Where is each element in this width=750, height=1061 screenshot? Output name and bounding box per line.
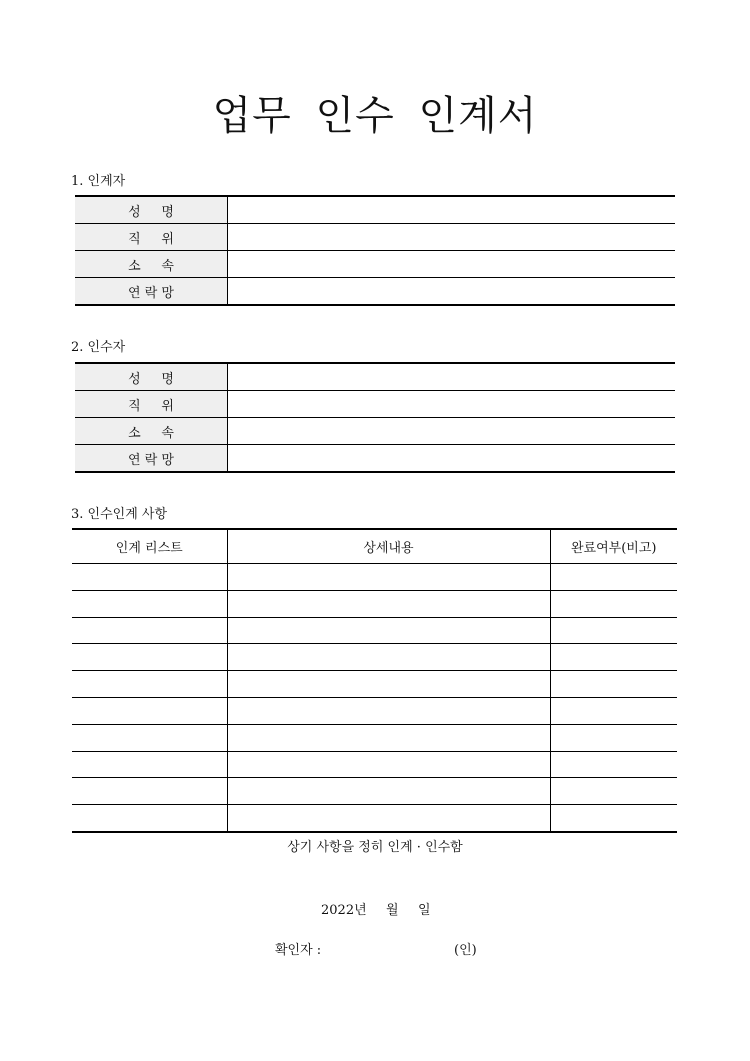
- label-department: 소 속: [75, 251, 228, 278]
- table-row: [75, 224, 675, 251]
- table-row: [75, 196, 675, 224]
- cell-list[interactable]: [72, 697, 227, 724]
- table-row: [72, 590, 677, 617]
- table-row: [72, 697, 677, 724]
- value-name[interactable]: [228, 363, 676, 391]
- cell-list[interactable]: [72, 590, 227, 617]
- cell-list[interactable]: [72, 671, 227, 698]
- column-header-status: 완료여부(비고): [550, 529, 677, 564]
- date-year: 2022년: [321, 903, 367, 918]
- cell-list[interactable]: [72, 617, 227, 644]
- cell-list[interactable]: [72, 564, 227, 591]
- cell-status[interactable]: [550, 590, 677, 617]
- cell-details[interactable]: [227, 671, 550, 698]
- date-month: 월: [386, 903, 399, 918]
- value-position[interactable]: [228, 391, 676, 418]
- cell-status[interactable]: [550, 805, 677, 832]
- cell-status[interactable]: [550, 724, 677, 751]
- section-handover-heading: 1. 인계자: [71, 174, 126, 189]
- cell-details[interactable]: [227, 564, 550, 591]
- cell-status[interactable]: [550, 697, 677, 724]
- label-contact: 연 락 망: [75, 445, 228, 473]
- cell-details[interactable]: [227, 778, 550, 805]
- cell-status[interactable]: [550, 644, 677, 671]
- section-receiver-heading: 2. 인수자: [71, 340, 126, 355]
- cell-list[interactable]: [72, 644, 227, 671]
- confirmer-label: 확인자 :: [275, 943, 322, 958]
- table-row: [72, 617, 677, 644]
- date-day: 일: [418, 903, 431, 918]
- table-row: [72, 671, 677, 698]
- label-name: 성 명: [75, 363, 228, 391]
- table-row: [72, 724, 677, 751]
- section-handover-items-heading: 3. 인수인계 사항: [71, 507, 168, 522]
- label-contact: 연 락 망: [75, 278, 228, 306]
- cell-details[interactable]: [227, 590, 550, 617]
- cell-list[interactable]: [72, 751, 227, 778]
- table-header-row: [72, 529, 677, 564]
- column-header-details: 상세내용: [227, 529, 550, 564]
- handover-items-table: [72, 528, 677, 833]
- label-department: 소 속: [75, 418, 228, 445]
- table-row: [72, 751, 677, 778]
- seal-mark: (인): [454, 943, 477, 958]
- confirmation-statement: 상기 사항을 정히 인계 · 인수함: [287, 840, 463, 855]
- document-title: 업무 인수 인계서: [212, 93, 538, 139]
- label-position: 직 위: [75, 391, 228, 418]
- handover-person-table: [75, 195, 675, 306]
- label-position: 직 위: [75, 224, 228, 251]
- table-row: [75, 418, 675, 445]
- cell-status[interactable]: [550, 617, 677, 644]
- table-row: [72, 778, 677, 805]
- cell-list[interactable]: [72, 724, 227, 751]
- value-name[interactable]: [228, 196, 676, 224]
- cell-status[interactable]: [550, 671, 677, 698]
- cell-details[interactable]: [227, 644, 550, 671]
- receiver-person-table: [75, 362, 675, 473]
- table-row: [75, 363, 675, 391]
- cell-details[interactable]: [227, 617, 550, 644]
- value-position[interactable]: [228, 224, 676, 251]
- cell-list[interactable]: [72, 805, 227, 832]
- cell-details[interactable]: [227, 805, 550, 832]
- cell-status[interactable]: [550, 751, 677, 778]
- cell-status[interactable]: [550, 564, 677, 591]
- table-row: [72, 564, 677, 591]
- table-row: [72, 644, 677, 671]
- value-contact[interactable]: [228, 445, 676, 473]
- value-department[interactable]: [228, 251, 676, 278]
- cell-details[interactable]: [227, 751, 550, 778]
- column-header-list: 인계 리스트: [72, 529, 227, 564]
- table-row: [75, 278, 675, 306]
- cell-list[interactable]: [72, 778, 227, 805]
- table-row: [75, 445, 675, 473]
- table-row: [75, 251, 675, 278]
- cell-details[interactable]: [227, 724, 550, 751]
- value-contact[interactable]: [228, 278, 676, 306]
- cell-details[interactable]: [227, 697, 550, 724]
- table-row: [75, 391, 675, 418]
- value-department[interactable]: [228, 418, 676, 445]
- cell-status[interactable]: [550, 778, 677, 805]
- label-name: 성 명: [75, 196, 228, 224]
- table-row: [72, 805, 677, 832]
